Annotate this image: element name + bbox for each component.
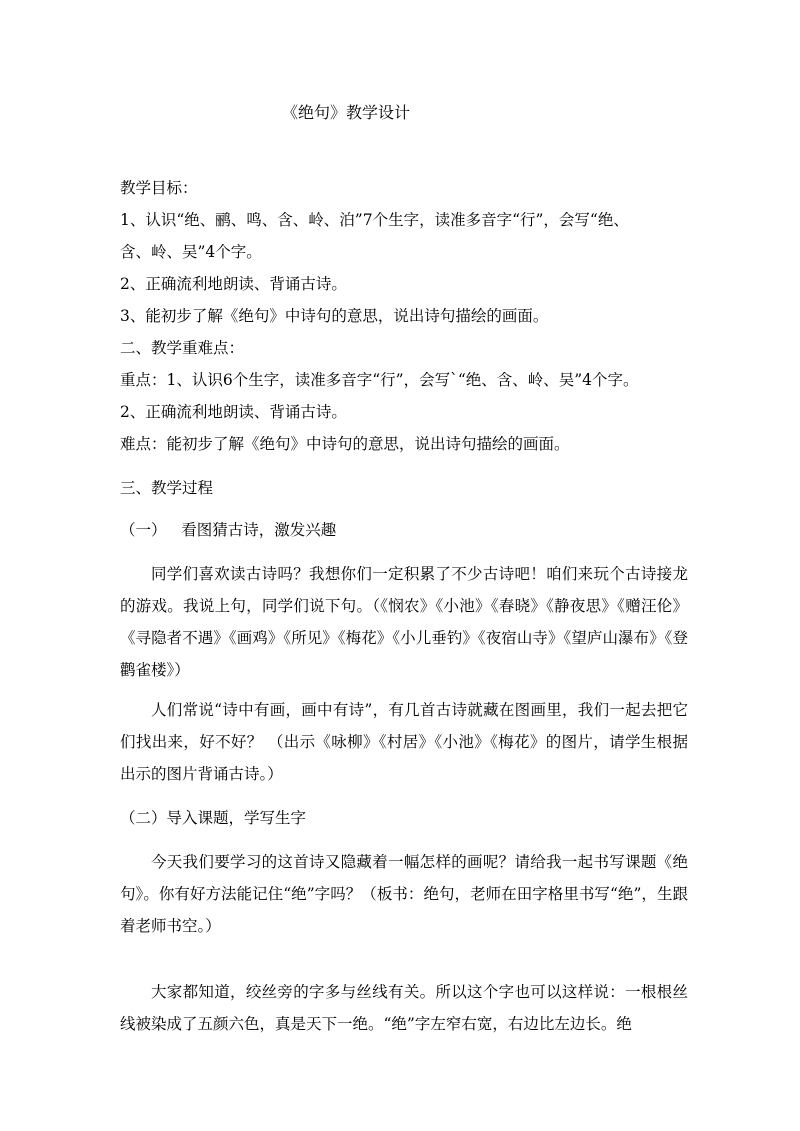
objective-1-line1: 1、认识“绝、鹂、鸣、含、岭、泊”7个生字，读准多音字“行”，会写“绝、 (120, 211, 629, 229)
step2-paragraph-1: 今天我们要学习的这首诗又隐藏着一幅怎样的画呢？请给我一起书写课题《绝句》。你有好方法能记住“绝”字吗？（板书：绝句，老师在田字格里书写“绝”，生跟着老师书空。） (120, 853, 688, 935)
document-title: 《绝句》教学设计 (282, 103, 411, 122)
step2-paragraph-2: 大家都知道，绞丝旁的字多与丝线有关。所以这个字也可以这样说：一根根丝线被染成了五颜六色，真是天下一绝。“绝”字左窄右宽，右边比左边长。绝 (120, 983, 688, 1033)
key-points-heading: 二、教学重难点： (120, 339, 245, 357)
key-point-1: 重点：1、认识6个生字，读准多音字“行”，会写`“绝、含、岭、吴”4个字。 (120, 371, 639, 389)
step1-paragraph-2: 人们常说“诗中有画，画中有诗”，有几首古诗就藏在图画里，我们一起去把它们找出来，好不好？ （出示《咏柳》《村居》《小池》《梅花》的图片，请学生根据出示的图片背诵古诗。） (120, 701, 688, 783)
objective-3: 3、能初步了解《绝句》中诗句的意思，说出诗句描绘的画面。 (120, 307, 549, 325)
process-heading: 三、教学过程 (120, 479, 214, 497)
step1-paragraph-1: 同学们喜欢读古诗吗？我想你们一定积累了不少古诗吧！咱们来玩个古诗接龙的游戏。我说上句，同学们说下句。（《悯农》《小池》《春晓》《静夜思》《赠汪伦》《寻隐者不遇》《画鸡》《所见》《梅花》《小儿垂钓》《夜宿山寺》《望庐山瀑布》《登鹳雀楼》） (120, 565, 688, 679)
objective-2: 2、正确流利地朗读、背诵古诗。 (120, 275, 347, 293)
objective-1-line2: 含、岭、吴”4个字。 (120, 243, 262, 261)
step1-heading: （一） 看图猜古诗，激发兴趣 (120, 521, 337, 539)
step2-heading: （二）导入课题，学写生字 (120, 809, 307, 827)
objectives-heading: 教学目标： (120, 179, 198, 197)
difficulty: 难点：能初步了解《绝句》中诗句的意思，说出诗句描绘的画面。 (120, 435, 570, 453)
key-point-2: 2、正确流利地朗读、背诵古诗。 (120, 403, 347, 421)
